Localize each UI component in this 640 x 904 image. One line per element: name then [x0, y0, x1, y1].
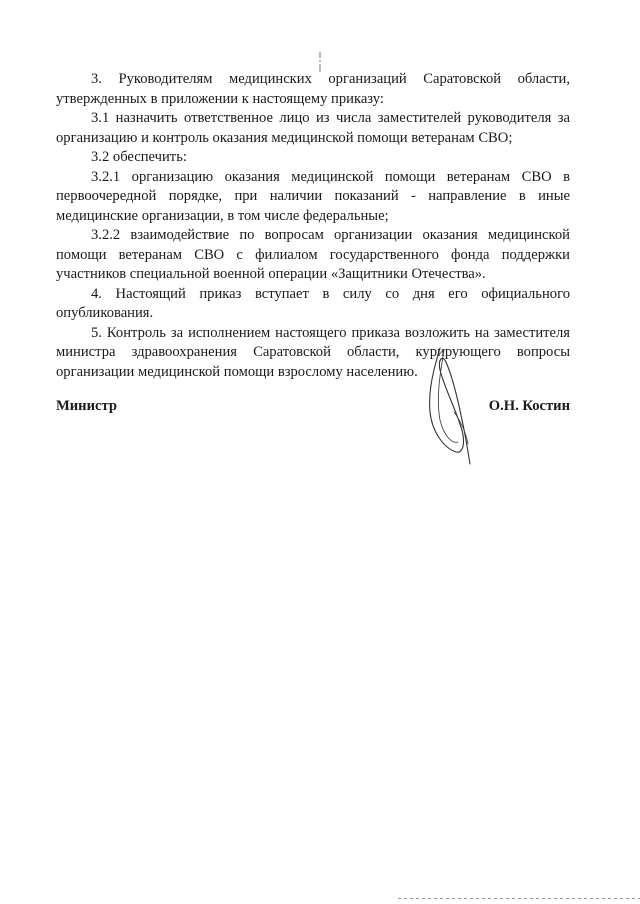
signatory-name: О.Н. Костин: [488, 398, 570, 414]
paragraph-3-2: 3.2 обеспечить:: [91, 149, 187, 165]
paragraph-3-1: 3.1 назначить ответственное лицо из числа заместителей руководителя за организацию и контроль оказания медицинской помощи ветеранам СВО;: [56, 110, 570, 146]
paragraph-3: 3. Руководителям медицинских организаций Саратовской области, утвержденных в приложении к настоящему приказу:: [56, 71, 570, 107]
scan-edge-line: [398, 898, 640, 899]
signatory-title: Министр: [56, 398, 117, 414]
signature-block: [56, 398, 570, 422]
document-body: [56, 70, 570, 382]
paragraph-4: 4. Настоящий приказ вступает в силу со дня его официального опубликования.: [56, 285, 570, 321]
paragraph-3-2-1: 3.2.1 организацию оказания медицинской помощи ветеранам СВО в первоочередной порядке, при наличии показаний - направление в иные медицинские организации, в том числе федеральные;: [56, 168, 570, 224]
paragraph-3-2-2: 3.2.2 взаимодействие по вопросам организации оказания медицинской помощи ветеранам СВО с филиалом государственного фонда поддержки участников специальной военной операции «Защитники Отечества».: [56, 227, 570, 282]
paragraph-5: 5. Контроль за исполнением настоящего приказа возложить на заместителя министра здравоохранения Саратовской области, курирующего вопросы организации медицинской помощи взрослому населению.: [56, 324, 570, 380]
